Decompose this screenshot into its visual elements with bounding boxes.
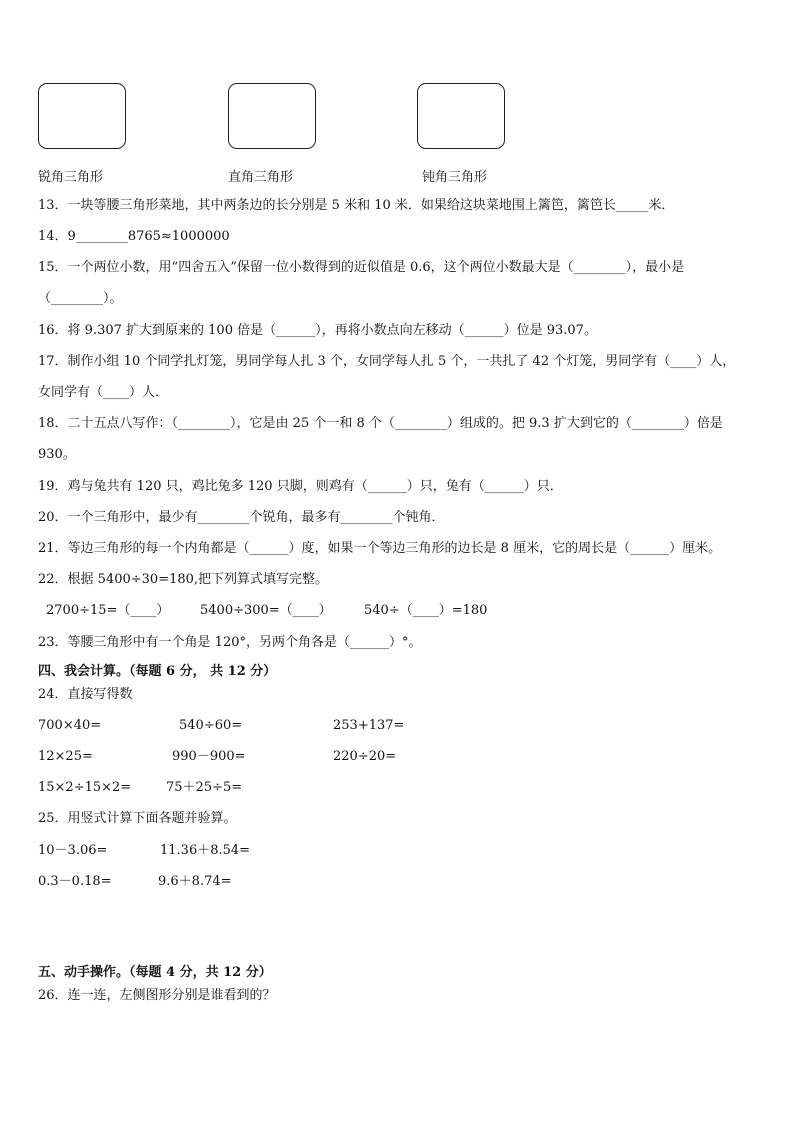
question-26: 26．连一连，左侧图形分别是谁看到的？ bbox=[38, 988, 276, 1003]
calc-75plus25div5: 75＋25÷5= bbox=[166, 780, 243, 795]
question-20: 20．一个三角形中，最少有________个锐角，最多有________个钝角． bbox=[38, 510, 445, 525]
acute-triangle-box bbox=[38, 83, 126, 149]
question-15-line1: 15．一个两位小数，用“四舍五入”保留一位小数得到的近似值是 0.6，这个两位小数最大是（________），最小是 bbox=[38, 260, 685, 275]
question-19: 19．鸡与兔共有 120 只，鸡比兔多 120 只脚，则鸡有（______）只，兔有（______）只． bbox=[38, 479, 563, 494]
acute-triangle-label: 锐角三角形 bbox=[38, 170, 104, 185]
obtuse-triangle-box bbox=[417, 83, 505, 149]
section-4-title: 四、我会计算。（每题 6 分， 共 12 分） bbox=[38, 664, 277, 679]
calc-253plus137: 253+137= bbox=[333, 718, 405, 733]
vertical-calc-1: 10－3.06= bbox=[38, 843, 108, 858]
vertical-calc-2: 11.36＋8.54= bbox=[160, 843, 251, 858]
question-18-line1: 18．二十五点八写作：（________），它是由 25 个一和 8 个（________）组成的。把 9.3 扩大到它的（________）倍是 bbox=[38, 416, 723, 431]
right-triangle-box bbox=[228, 83, 316, 149]
question-22-item-3: 540÷（____）=180 bbox=[364, 603, 488, 618]
question-22-item-2: 5400÷300=（____） bbox=[200, 603, 332, 618]
question-17-line2: 女同学有（____）人． bbox=[38, 385, 169, 400]
question-15-line2: （________）。 bbox=[38, 291, 123, 306]
question-22-item-1: 2700÷15=（____） bbox=[46, 603, 170, 618]
right-triangle-label: 直角三角形 bbox=[228, 170, 294, 185]
calc-700x40: 700×40= bbox=[38, 718, 102, 733]
question-18-line2: 930。 bbox=[38, 447, 76, 462]
calc-15x2div15x2: 15×2÷15×2= bbox=[38, 780, 132, 795]
vertical-calc-4: 9.6＋8.74= bbox=[158, 874, 232, 889]
calc-220div20: 220÷20= bbox=[333, 749, 397, 764]
obtuse-triangle-label: 钝角三角形 bbox=[422, 170, 488, 185]
calc-540div60: 540÷60= bbox=[179, 718, 243, 733]
question-23: 23．等腰三角形中有一个角是 120°，另两个角各是（______）°。 bbox=[38, 635, 422, 650]
question-14: 14．9________8765≈1000000 bbox=[38, 229, 230, 244]
question-13: 13．一块等腰三角形菜地，其中两条边的长分别是 5 米和 10 米．如果给这块菜地围上篱笆，篱笆长_____米． bbox=[38, 198, 675, 213]
question-22: 22．根据 5400÷30=180,把下列算式填写完整。 bbox=[38, 572, 329, 587]
calc-12x25: 12×25= bbox=[38, 749, 93, 764]
question-24: 24．直接写得数 bbox=[38, 687, 133, 702]
section-5-title: 五、动手操作。（每题 4 分，共 12 分） bbox=[38, 965, 272, 980]
question-21: 21．等边三角形的每一个内角都是（______）度，如果一个等边三角形的边长是 8 厘米，它的周长是（______）厘米。 bbox=[38, 541, 722, 556]
question-25: 25．用竖式计算下面各题并验算。 bbox=[38, 811, 237, 826]
question-16: 16．将 9.307 扩大到原来的 100 倍是（______），再将小数点向左移动（______）位是 93.07。 bbox=[38, 323, 597, 338]
question-17-line1: 17．制作小组 10 个同学扎灯笼，男同学每人扎 3 个，女同学每人扎 5 个，一共扎了 42 个灯笼，男同学有（____）人， bbox=[38, 354, 736, 369]
vertical-calc-3: 0.3－0.18= bbox=[38, 874, 112, 889]
calc-990minus900: 990－900= bbox=[172, 749, 246, 764]
